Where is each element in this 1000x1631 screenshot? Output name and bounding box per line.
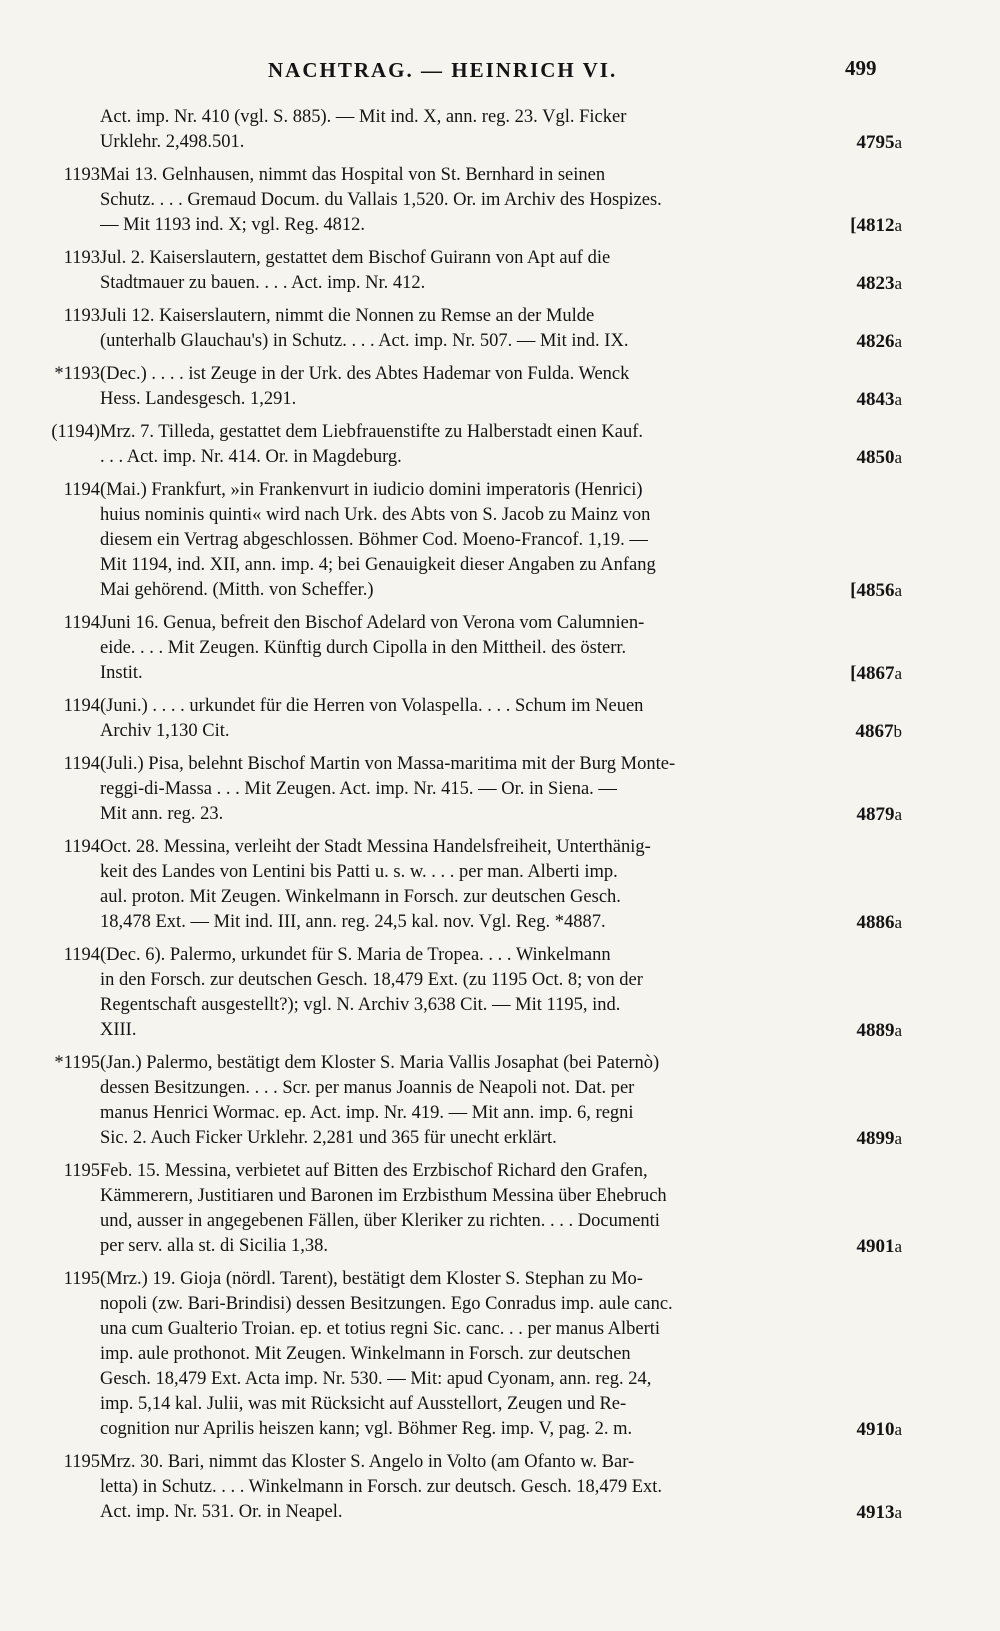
regest-entry	[0, 163, 1000, 238]
entry-text-line: Sic. 2. Auch Ficker Urklehr. 2,281 und 365 für unecht erklärt.	[100, 1128, 557, 1148]
regest-entry	[0, 752, 1000, 827]
entry-text-line: Mai gehörend. (Mitth. von Scheffer.)	[100, 580, 374, 600]
regest-number-value: 4826	[856, 331, 895, 352]
entry-text	[100, 943, 890, 1043]
entry-text-line: Urklehr. 2,498.501.	[100, 132, 245, 152]
entry-text-line: letta) in Schutz. . . . Winkelmann in Forsch. zur deutsch. Gesch. 18,479 Ext.	[100, 1477, 663, 1497]
entry-text-line: Mrz. 7. Tilleda, gestattet dem Liebfrauenstifte zu Halberstadt einen Kauf.	[100, 422, 644, 442]
regest-number-value: 4889	[856, 1020, 895, 1041]
regest-number-suffix: a	[894, 216, 902, 235]
entry-text-line: (Juli.) Pisa, belehnt Bischof Martin von Massa-maritima mit der Burg Monte-	[100, 754, 676, 774]
regest-entry	[0, 362, 1000, 412]
regest-number-suffix: a	[894, 1420, 902, 1439]
regest-number-value: 4886	[856, 912, 895, 933]
entry-text-line: Oct. 28. Messina, verleiht der Stadt Messina Handelsfreiheit, Unterthänig-	[100, 837, 651, 857]
regest-entry	[0, 420, 1000, 470]
entry-text-line: (Dec. 6). Palermo, urkundet für S. Maria de Tropea. . . . Winkelmann	[100, 945, 611, 965]
entry-year: 1195	[63, 1269, 100, 1289]
entry-text-line: Kämmerern, Justitiaren und Baronen im Erzbisthum Messina über Ehebruch	[100, 1186, 667, 1206]
entry-text	[100, 163, 890, 238]
regest-number	[850, 661, 902, 686]
entry-text-line: (Mrz.) 19. Gioja (nördl. Tarent), bestätigt dem Kloster S. Stephan zu Mo-	[100, 1269, 643, 1289]
regest-number-suffix: a	[894, 332, 902, 351]
entry-text-line: Feb. 15. Messina, verbietet auf Bitten des Erzbischof Richard den Grafen,	[100, 1161, 648, 1181]
regest-number-value: [4812	[850, 215, 895, 236]
regest-number-suffix: a	[894, 1129, 902, 1148]
regest-number-suffix: a	[894, 913, 902, 932]
regest-number	[856, 1018, 902, 1043]
entry-text-line: (Juni.) . . . . urkundet für die Herren von Volaspella. . . . Schum im Neuen	[100, 696, 644, 716]
regest-number	[850, 213, 902, 238]
regest-number-value: 4795	[856, 132, 895, 153]
regest-entry	[0, 694, 1000, 744]
entry-text-line: in den Forsch. zur deutschen Gesch. 18,479 Ext. (zu 1195 Oct. 8; von der	[100, 970, 643, 990]
regest-entry	[0, 478, 1000, 603]
entry-text-line: diesem ein Vertrag abgeschlossen. Böhmer Cod. Moeno-Francof. 1,19. —	[100, 530, 648, 550]
entry-text	[100, 1051, 890, 1151]
regest-number	[856, 329, 902, 354]
entry-text-line: — Mit 1193 ind. X; vgl. Reg. 4812.	[100, 215, 365, 235]
regest-number-value: [4867	[850, 663, 895, 684]
regest-number	[856, 271, 902, 296]
regest-number	[856, 1500, 902, 1525]
entry-year: 1194	[63, 480, 100, 500]
regest-number-value: 4910	[856, 1419, 895, 1440]
regest-number-suffix: a	[894, 448, 902, 467]
entry-text	[100, 105, 890, 155]
entry-text-line: eide. . . . Mit Zeugen. Künftig durch Cipolla in den Mittheil. des österr.	[100, 638, 627, 658]
entry-text-line: Mit 1194, ind. XII, ann. imp. 4; bei Genauigkeit dieser Angaben zu Anfang	[100, 555, 656, 575]
page-number: 499	[845, 56, 877, 80]
regest-number-value: 4879	[856, 804, 895, 825]
entry-text-line: Mit ann. reg. 23.	[100, 804, 224, 824]
regest-number-value: 4901	[856, 1236, 895, 1257]
entry-text	[100, 752, 890, 827]
entry-text-line: Act. imp. Nr. 410 (vgl. S. 885). — Mit ind. X, ann. reg. 23. Vgl. Ficker	[100, 107, 627, 127]
regest-number-suffix: a	[894, 664, 902, 683]
entry-text-line: dessen Besitzungen. . . . Scr. per manus Joannis de Neapoli not. Dat. per	[100, 1078, 635, 1098]
entry-year: 1193	[63, 165, 100, 185]
entry-text-line: Jul. 2. Kaiserslautern, gestattet dem Bischof Guirann von Apt auf die	[100, 248, 611, 268]
entry-text-line: (Jan.) Palermo, bestätigt dem Kloster S. Maria Vallis Josaphat (bei Paternò)	[100, 1053, 660, 1073]
regest-number	[856, 1417, 902, 1442]
regest-entry	[0, 1051, 1000, 1151]
regest-entry	[0, 611, 1000, 686]
regest-entry	[0, 1159, 1000, 1259]
entry-text-line: manus Henrici Wormac. ep. Act. imp. Nr. 419. — Mit ann. imp. 6, regni	[100, 1103, 634, 1123]
entry-text	[100, 362, 890, 412]
regest-number-value: [4856	[850, 580, 895, 601]
regest-number-suffix: a	[894, 390, 902, 409]
entry-year: *1193	[54, 364, 100, 384]
regest-number	[856, 910, 902, 935]
regest-number-suffix: a	[894, 1237, 902, 1256]
entry-text-line: huius nominis quinti« wird nach Urk. des Abts von S. Jacob zu Mainz von	[100, 505, 651, 525]
entry-text-line: Juni 16. Genua, befreit den Bischof Adelard von Verona vom Calumnien-	[100, 613, 645, 633]
entry-text-line: (Mai.) Frankfurt, »in Frankenvurt in iudicio domini imperatoris (Henrici)	[100, 480, 643, 500]
regest-entry	[0, 835, 1000, 935]
entry-text-line: keit des Landes von Lentini bis Patti u. s. w. . . . per man. Alberti imp.	[100, 862, 618, 882]
entry-text-line: aul. proton. Mit Zeugen. Winkelmann in Forsch. zur deutschen Gesch.	[100, 887, 621, 907]
entry-text-line: und, ausser in angegebenen Fällen, über Kleriker zu richten. . . . Documenti	[100, 1211, 660, 1231]
entry-text-line: Hess. Landesgesch. 1,291.	[100, 389, 297, 409]
entry-text-line: (Dec.) . . . . ist Zeuge in der Urk. des Abtes Hademar von Fulda. Wenck	[100, 364, 630, 384]
regest-number-suffix: a	[894, 1503, 902, 1522]
entry-year: 1193	[63, 248, 100, 268]
entry-text-line: Instit.	[100, 663, 143, 683]
regest-entry	[0, 1267, 1000, 1442]
regest-number-value: 4867	[855, 721, 894, 742]
running-title: NACHTRAG. — HEINRICH VI.	[268, 58, 618, 82]
regest-number-value: 4823	[856, 273, 895, 294]
entry-text-line: imp. 5,14 kal. Julii, was mit Rücksicht auf Ausstellort, Zeugen und Re-	[100, 1394, 627, 1414]
entry-text-line: (unterhalb Glauchau's) in Schutz. . . . Act. imp. Nr. 507. — Mit ind. IX.	[100, 331, 629, 351]
entry-year: 1193	[63, 306, 100, 326]
regest-number	[856, 445, 902, 470]
regest-number-value: 4850	[856, 447, 895, 468]
entry-year: 1194	[63, 837, 100, 857]
entry-text-line: cognition nur Aprilis heiszen kann; vgl. Böhmer Reg. imp. V, pag. 2. m.	[100, 1419, 633, 1439]
regest-entry	[0, 105, 1000, 155]
entry-text	[100, 420, 890, 470]
regest-number	[856, 1234, 902, 1259]
regest-number-suffix: a	[894, 274, 902, 293]
regest-number	[850, 578, 902, 603]
entry-text	[100, 246, 890, 296]
entry-year: (1194)	[51, 422, 100, 442]
entry-text	[100, 1450, 890, 1525]
entry-text-line: nopoli (zw. Bari-Brindisi) dessen Besitzungen. Ego Conradus imp. aule canc.	[100, 1294, 673, 1314]
entry-text	[100, 304, 890, 354]
regest-number-suffix: a	[894, 581, 902, 600]
regest-entry	[0, 1450, 1000, 1525]
entry-text-line: . . . Act. imp. Nr. 414. Or. in Magdeburg.	[100, 447, 402, 467]
entry-list	[0, 105, 1000, 1533]
entry-year: 1195	[63, 1452, 100, 1472]
entry-year: 1195	[63, 1161, 100, 1181]
entry-text-line: Regentschaft ausgestellt?); vgl. N. Archiv 3,638 Cit. — Mit 1195, ind.	[100, 995, 621, 1015]
entry-text	[100, 478, 890, 603]
regest-entry	[0, 246, 1000, 296]
regest-number-suffix: b	[893, 722, 902, 741]
entry-text-line: una cum Gualterio Troian. ep. et totius regni Sic. canc. . . per manus Alberti	[100, 1319, 661, 1339]
entry-text-line: Schutz. . . . Gremaud Docum. du Vallais 1,520. Or. im Archiv des Hospizes.	[100, 190, 662, 210]
regest-number	[856, 130, 902, 155]
entry-text-line: reggi-di-Massa . . . Mit Zeugen. Act. imp. Nr. 415. — Or. in Siena. —	[100, 779, 617, 799]
entry-text-line: Act. imp. Nr. 531. Or. in Neapel.	[100, 1502, 343, 1522]
entry-text	[100, 1267, 890, 1442]
page-header	[0, 58, 1000, 88]
entry-text-line: Mai 13. Gelnhausen, nimmt das Hospital von St. Bernhard in seinen	[100, 165, 606, 185]
regest-number	[856, 1126, 902, 1151]
entry-text-line: per serv. alla st. di Sicilia 1,38.	[100, 1236, 328, 1256]
regest-number-value: 4899	[856, 1128, 895, 1149]
regest-number-suffix: a	[894, 133, 902, 152]
regest-entry	[0, 943, 1000, 1043]
regest-number	[856, 802, 902, 827]
entry-text	[100, 1159, 890, 1259]
entry-text	[100, 835, 890, 935]
entry-year: 1194	[63, 945, 100, 965]
regest-number-suffix: a	[894, 805, 902, 824]
entry-text-line: Archiv 1,130 Cit.	[100, 721, 230, 741]
entry-text-line: imp. aule prothonot. Mit Zeugen. Winkelmann in Forsch. zur deutschen	[100, 1344, 631, 1364]
entry-text	[100, 694, 890, 744]
regest-number-value: 4913	[856, 1502, 895, 1523]
entry-text-line: XIII.	[100, 1020, 137, 1040]
entry-text-line: Mrz. 30. Bari, nimmt das Kloster S. Angelo in Volto (am Ofanto w. Bar-	[100, 1452, 635, 1472]
regest-entry	[0, 304, 1000, 354]
entry-year: *1195	[54, 1053, 100, 1073]
entry-text-line: 18,478 Ext. — Mit ind. III, ann. reg. 24,5 kal. nov. Vgl. Reg. *4887.	[100, 912, 606, 932]
entry-text-line: Juli 12. Kaiserslautern, nimmt die Nonnen zu Remse an der Mulde	[100, 306, 595, 326]
entry-text-line: Gesch. 18,479 Ext. Acta imp. Nr. 530. — Mit: apud Cyonam, ann. reg. 24,	[100, 1369, 652, 1389]
regest-number	[856, 387, 902, 412]
regest-number	[856, 719, 903, 744]
entry-year: 1194	[63, 696, 100, 716]
entry-text	[100, 611, 890, 686]
entry-year: 1194	[63, 613, 100, 633]
regest-number-suffix: a	[894, 1021, 902, 1040]
entry-text-line: Stadtmauer zu bauen. . . . Act. imp. Nr. 412.	[100, 273, 426, 293]
entry-year: 1194	[63, 754, 100, 774]
regest-number-value: 4843	[856, 389, 895, 410]
